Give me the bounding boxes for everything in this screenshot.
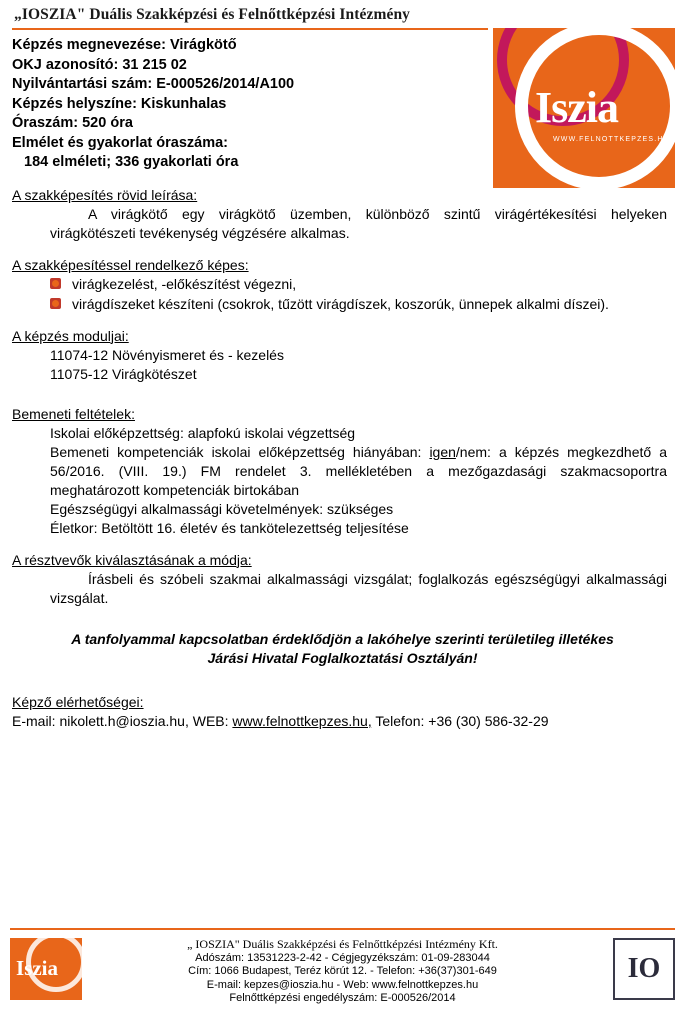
flower-bullet-icon xyxy=(50,278,61,289)
fact-course-name: Képzés megnevezése: Virágkötő xyxy=(12,37,237,53)
fact-okj-id: OKJ azonosító: 31 215 02 xyxy=(12,56,187,73)
logo-website-text: WWW.FELNOTTKEPZES.HU xyxy=(553,136,670,143)
header-divider xyxy=(12,28,488,30)
footer-company-name: „ IOSZIA" Duális Szakképzési és Felnőttképzési Intézmény Kft. xyxy=(187,937,498,951)
section-entry-requirements xyxy=(12,406,675,538)
flower-bullet-icon xyxy=(50,298,61,309)
entry-competences-underlined: igen xyxy=(429,443,456,460)
list-item-label: virágdíszeket készíteni (csokrok, tűzött virágdíszek, koszorúk, ünnepek alkalmi díszei). xyxy=(72,295,609,312)
page-footer xyxy=(0,938,685,1024)
fact-theory-practice-value: 184 elméleti; 336 gyakorlati óra xyxy=(24,154,239,170)
entry-requirement-age: Életkor: Betöltött 16. életév és tankötelezettség teljesítése xyxy=(50,519,409,536)
footer-logo xyxy=(10,938,82,1000)
footer-company-info xyxy=(96,938,589,1006)
section-contact-heading: Képző elérhetőségei: xyxy=(12,693,144,710)
footer-licence-number: Felnőttképzési engedélyszám: E-000526/2014 xyxy=(229,992,456,1004)
entry-competences-prefix: Bemeneti kompetenciák iskolai előképzettség hiányában: xyxy=(50,443,430,460)
footer-email-web: E-mail: kepzes@ioszia.hu - Web: www.felnottkepzes.hu xyxy=(206,978,479,991)
section-description xyxy=(12,187,675,243)
emphasis-notice xyxy=(10,630,675,668)
course-facts xyxy=(12,36,492,173)
entry-competences-suffix: /nem: a képzés megkezdhető a 56/2016. (VIII. 19.) FM rendelet 3. mellékletében a mezőgazdasági szakmacsoportra meghatározott kompetenciák birtokában xyxy=(50,443,667,498)
list-item xyxy=(50,275,675,294)
logo-letter-i: I xyxy=(535,83,552,132)
emphasis-line-2: Járási Hivatal Foglalkoztatási Osztályán! xyxy=(207,649,478,666)
footer-seal-text: IO xyxy=(627,953,661,984)
footer-seal xyxy=(613,938,675,1000)
fact-hours: Óraszám: 520 óra xyxy=(12,115,133,131)
footer-divider xyxy=(10,928,675,930)
contact-email-text: E-mail: nikolett.h@ioszia.hu, WEB: xyxy=(12,712,233,729)
footer-logo-wordmark xyxy=(16,956,58,981)
entry-requirement-health: Egészségügyi alkalmassági követelmények: szükséges xyxy=(50,500,394,517)
section-modules-heading: A képzés moduljai: xyxy=(12,327,129,344)
page-title: „IOSZIA" Duális Szakképzési és Felnőttképzési Intézmény xyxy=(14,6,411,23)
entry-requirement-competences xyxy=(12,443,675,500)
list-item-label: virágkezelést, -előkészítést végezni, xyxy=(72,275,297,292)
module-item: 11075-12 Virágkötészet xyxy=(50,365,197,382)
contact-web-link[interactable]: www.felnottkepzes.hu, xyxy=(232,712,372,729)
contact-details xyxy=(12,712,675,731)
section-skills-heading: A szakképesítéssel rendelkező képes: xyxy=(12,256,249,273)
section-description-heading: A szakképesítés rövid leírása: xyxy=(12,186,198,203)
contact-phone-text: Telefon: +36 (30) 586-32-29 xyxy=(371,712,549,729)
section-selection-body: Írásbeli és szóbeli szakmai alkalmassági vizsgálat; foglalkozás egészségügyi alkalmassági vizsgálat. xyxy=(50,570,667,606)
fact-location: Képzés helyszíne: Kiskunhalas xyxy=(12,95,227,112)
list-item xyxy=(50,295,675,314)
section-contact xyxy=(12,694,675,731)
module-item: 11074-12 Növényismeret és - kezelés xyxy=(50,346,284,363)
fact-registration-number: Nyilvántartási szám: E-000526/2014/A100 xyxy=(12,76,295,92)
entry-requirement-education: Iskolai előképzettség: alapfokú iskolai végzettség xyxy=(50,424,356,441)
logo-wordmark xyxy=(535,83,619,132)
section-skills xyxy=(12,257,675,314)
footer-logo-letter-szia: szia xyxy=(24,956,59,980)
section-selection-method xyxy=(12,552,675,608)
section-entry-heading: Bemeneti feltételek: xyxy=(12,405,135,422)
fact-theory-practice-label: Elmélet és gyakorlat óraszáma: xyxy=(12,134,228,151)
skills-list xyxy=(12,275,675,314)
footer-address: Cím: 1066 Budapest, Teréz körút 12. - Telefon: +36(37)301-649 xyxy=(188,965,497,977)
section-description-body: A virágkötő egy virágkötő üzemben, különböző szintű virágértékesítési helyeken virágkötészeti tevékenység végzésére alkalmas. xyxy=(50,205,667,241)
emphasis-line-1: A tanfolyammal kapcsolatban érdeklődjön a lakóhelye szerinti területileg illetékes xyxy=(71,630,614,647)
section-selection-heading: A résztvevők kiválasztásának a módja: xyxy=(12,551,252,568)
footer-tax-info: Adószám: 13531223-2-42 - Cégjegyzékszám: 01-09-283044 xyxy=(195,951,490,964)
section-modules xyxy=(12,328,675,384)
logo-letter-szia: szia xyxy=(551,83,619,132)
brand-logo xyxy=(493,28,675,188)
footer-logo-letter-i: I xyxy=(16,956,25,980)
